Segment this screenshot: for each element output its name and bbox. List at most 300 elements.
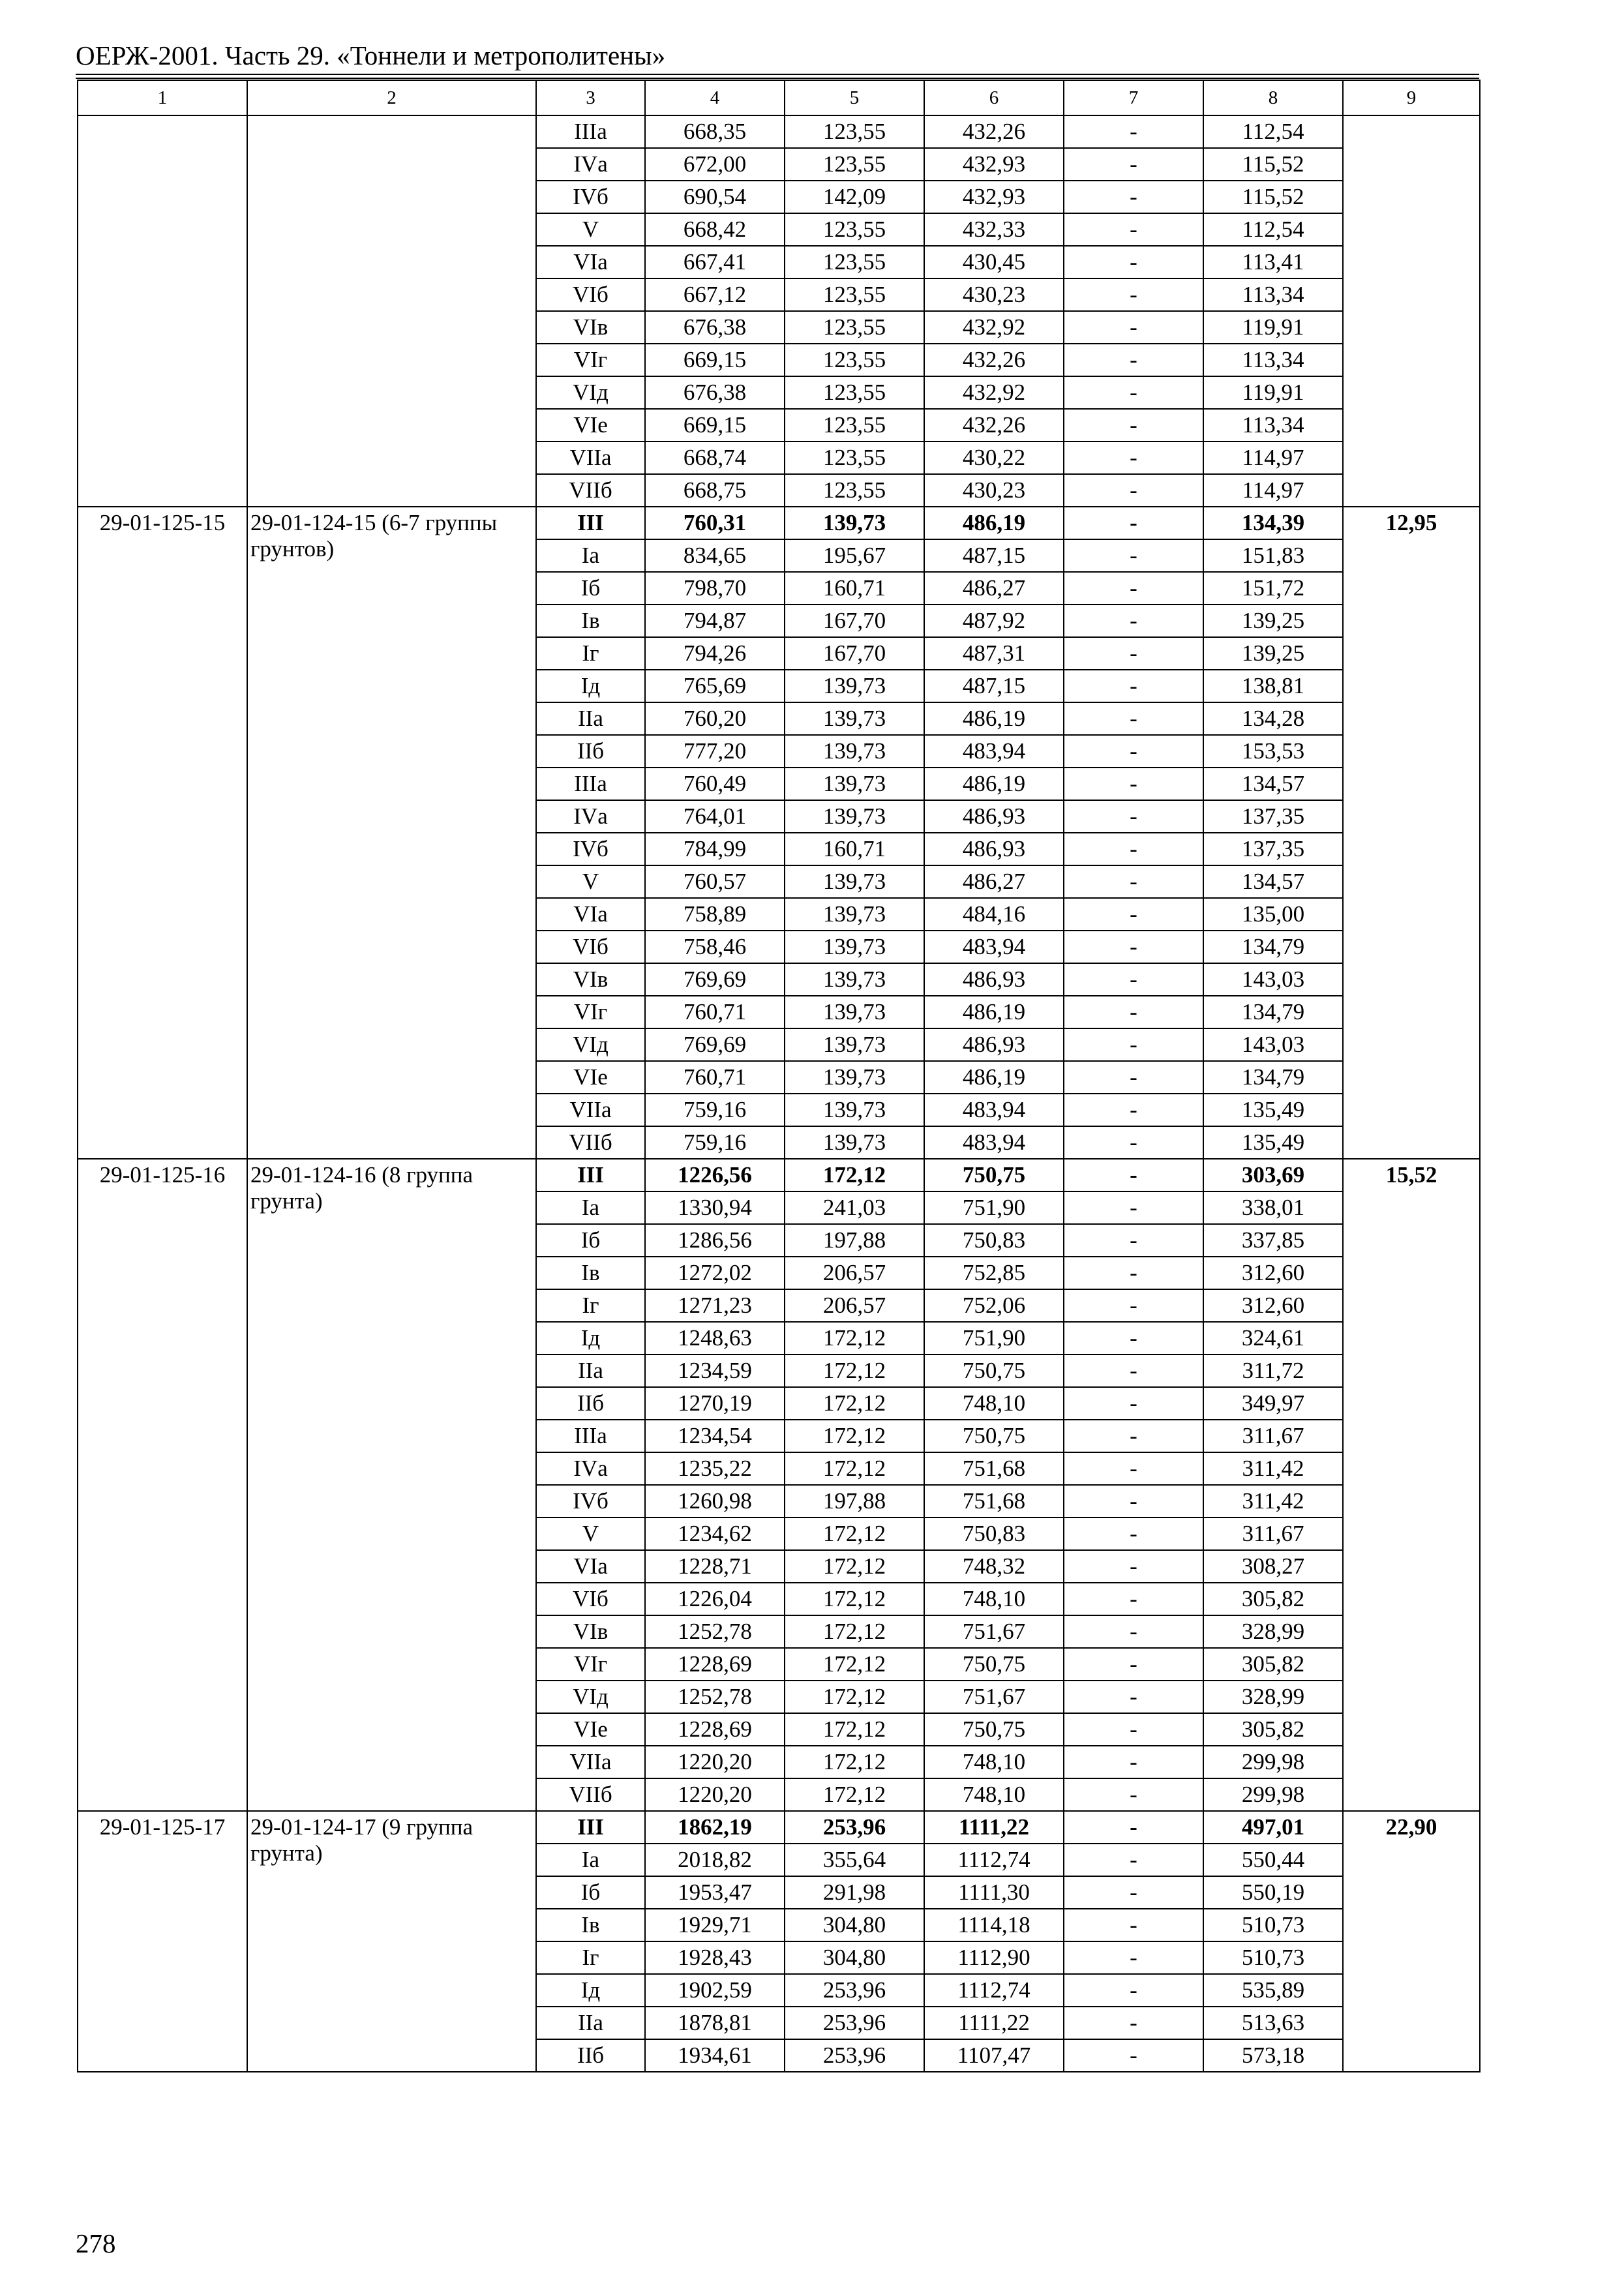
value-cell: - [1064,1909,1203,1941]
zone-cell: IVа [536,1452,645,1485]
value-cell: 139,73 [785,963,924,996]
value-cell: - [1064,1518,1203,1550]
value-cell: 1228,71 [645,1550,785,1583]
value-cell: 113,34 [1203,278,1343,311]
value-cell: 338,01 [1203,1191,1343,1224]
value-cell: - [1064,1746,1203,1778]
value-cell: 172,12 [785,1746,924,1778]
value-cell: 2018,82 [645,1844,785,1876]
value-cell: 142,09 [785,181,924,213]
value-cell: 115,52 [1203,181,1343,213]
value-cell: 668,74 [645,441,785,474]
value-cell: - [1064,246,1203,278]
value-cell: 1272,02 [645,1257,785,1289]
zone-cell: IIа [536,702,645,735]
value-cell: - [1064,1420,1203,1452]
value-cell: 794,87 [645,605,785,637]
zone-cell: VIв [536,311,645,344]
value-cell: 672,00 [645,148,785,181]
value-cell: 1114,18 [924,1909,1064,1941]
zone-cell: VIа [536,1550,645,1583]
value-cell: 750,75 [924,1713,1064,1746]
value-cell: 1928,43 [645,1941,785,1974]
value-cell: 1248,63 [645,1322,785,1354]
zone-cell: VIб [536,931,645,963]
value-cell: 676,38 [645,311,785,344]
value-cell: - [1064,1322,1203,1354]
value-cell: 151,83 [1203,539,1343,572]
value-cell: 134,79 [1203,1061,1343,1094]
value-cell: 1226,04 [645,1583,785,1615]
value-cell: - [1064,344,1203,376]
value-cell: 172,12 [785,1615,924,1648]
zone-cell: VIг [536,1648,645,1681]
value-cell: 1260,98 [645,1485,785,1518]
value-cell: 139,73 [785,898,924,931]
zone-cell: VIIб [536,1778,645,1811]
zone-cell: Iд [536,1322,645,1354]
value-cell: - [1064,409,1203,441]
value-cell: 751,90 [924,1191,1064,1224]
value-cell: 119,91 [1203,376,1343,409]
zone-cell: VIIа [536,441,645,474]
zone-cell: VIIа [536,1094,645,1126]
value-cell: - [1064,1387,1203,1420]
value-cell: 115,52 [1203,148,1343,181]
value-cell: 112,54 [1203,213,1343,246]
value-cell: 1271,23 [645,1289,785,1322]
value-cell: - [1064,474,1203,507]
value-cell: 123,55 [785,246,924,278]
column-number-row [78,80,1480,115]
value-cell: - [1064,213,1203,246]
value-cell: 794,26 [645,637,785,670]
zone-cell: IIб [536,735,645,768]
value-cell: 760,57 [645,865,785,898]
value-cell: - [1064,572,1203,605]
zone-cell: Iа [536,1191,645,1224]
value-cell: 123,55 [785,311,924,344]
value-cell: 312,60 [1203,1289,1343,1322]
zone-cell: Iг [536,637,645,670]
value-cell: 311,67 [1203,1420,1343,1452]
column-number: 1 [78,80,247,115]
value-cell: 139,73 [785,670,924,702]
value-cell: - [1064,1811,1203,1844]
value-cell: - [1064,1126,1203,1159]
value-cell: 134,79 [1203,996,1343,1028]
zone-cell: IIа [536,1354,645,1387]
value-cell: 134,79 [1203,931,1343,963]
value-cell: 123,55 [785,474,924,507]
value-cell: 535,89 [1203,1974,1343,2007]
value-cell: - [1064,1191,1203,1224]
zone-cell: IIб [536,2039,645,2072]
value-cell: 123,55 [785,278,924,311]
value-cell: 432,92 [924,376,1064,409]
value-cell: - [1064,1615,1203,1648]
value-cell: 750,75 [924,1354,1064,1387]
value-cell: 486,27 [924,572,1064,605]
value-cell: - [1064,278,1203,311]
zone-cell: Iб [536,1224,645,1257]
value-cell: 432,26 [924,344,1064,376]
value-cell: 143,03 [1203,1028,1343,1061]
value-cell: 304,80 [785,1909,924,1941]
value-cell: - [1064,181,1203,213]
value-cell: 676,38 [645,376,785,409]
value-cell: 750,75 [924,1159,1064,1191]
column-number: 6 [924,80,1064,115]
value-cell: - [1064,1094,1203,1126]
value-cell: 668,35 [645,115,785,148]
value-cell: 123,55 [785,441,924,474]
value-cell: - [1064,996,1203,1028]
value-cell: 758,46 [645,931,785,963]
value-cell: - [1064,1648,1203,1681]
table-row [78,115,1480,148]
zone-cell: IVа [536,800,645,833]
zone-cell: VIIб [536,474,645,507]
value-cell: 759,16 [645,1094,785,1126]
value-cell: 751,67 [924,1615,1064,1648]
value-cell: - [1064,1159,1203,1191]
rate-name-cell [247,115,536,507]
table-row [78,507,1480,539]
value-cell: 139,73 [785,768,924,800]
value-cell: - [1064,931,1203,963]
value-cell: 486,19 [924,702,1064,735]
value-cell: 337,85 [1203,1224,1343,1257]
value-cell: 748,10 [924,1583,1064,1615]
column-number: 5 [785,80,924,115]
value-cell: 197,88 [785,1224,924,1257]
value-cell: - [1064,1876,1203,1909]
value-cell: 311,67 [1203,1518,1343,1550]
zone-cell: VIг [536,996,645,1028]
value-cell: 669,15 [645,344,785,376]
value-cell: 304,80 [785,1941,924,1974]
value-cell: 143,03 [1203,963,1343,996]
value-cell: 510,73 [1203,1909,1343,1941]
value-cell: - [1064,311,1203,344]
value-cell: - [1064,833,1203,865]
value-cell: - [1064,1485,1203,1518]
zone-cell: VIб [536,1583,645,1615]
value-cell: 497,01 [1203,1811,1343,1844]
labor-total-cell: 12,95 [1343,507,1480,1159]
value-cell: - [1064,1941,1203,1974]
value-cell: 1220,20 [645,1778,785,1811]
value-cell: 487,15 [924,539,1064,572]
value-cell: - [1064,800,1203,833]
value-cell: 139,73 [785,1061,924,1094]
value-cell: 432,93 [924,148,1064,181]
value-cell: 758,89 [645,898,785,931]
value-cell: 669,15 [645,409,785,441]
rate-code-cell [78,115,247,507]
zone-cell: Iв [536,1909,645,1941]
value-cell: 113,34 [1203,409,1343,441]
zone-cell: IIIа [536,115,645,148]
zone-cell: Iб [536,572,645,605]
zone-cell: V [536,865,645,898]
value-cell: 206,57 [785,1289,924,1322]
value-cell: 667,41 [645,246,785,278]
value-cell: - [1064,2007,1203,2039]
value-cell: 487,31 [924,637,1064,670]
value-cell: 486,93 [924,1028,1064,1061]
value-cell: 137,35 [1203,833,1343,865]
value-cell: 134,57 [1203,768,1343,800]
value-cell: 759,16 [645,1126,785,1159]
value-cell: 123,55 [785,344,924,376]
rate-name-cell: 29-01-124-16 (8 группа грунта) [247,1159,536,1811]
value-cell: 432,33 [924,213,1064,246]
value-cell: 138,81 [1203,670,1343,702]
value-cell: 760,71 [645,996,785,1028]
zone-cell: V [536,1518,645,1550]
value-cell: - [1064,1354,1203,1387]
value-cell: 113,34 [1203,344,1343,376]
zone-cell: VIд [536,376,645,409]
zone-cell: Iд [536,1974,645,2007]
zone-cell: VIд [536,1028,645,1061]
value-cell: 305,82 [1203,1713,1343,1746]
zone-cell: Iв [536,1257,645,1289]
value-cell: 160,71 [785,572,924,605]
value-cell: - [1064,1224,1203,1257]
value-cell: 430,45 [924,246,1064,278]
header-rule-bottom [76,78,1479,79]
value-cell: 1934,61 [645,2039,785,2072]
value-cell: 135,49 [1203,1126,1343,1159]
value-cell: 172,12 [785,1387,924,1420]
value-cell: 760,71 [645,1061,785,1094]
value-cell: 483,94 [924,735,1064,768]
column-number: 4 [645,80,785,115]
value-cell: 751,68 [924,1452,1064,1485]
value-cell: 167,70 [785,637,924,670]
value-cell: 195,67 [785,539,924,572]
value-cell: 430,23 [924,278,1064,311]
value-cell: 328,99 [1203,1615,1343,1648]
page-number: 278 [76,2228,116,2258]
value-cell: 291,98 [785,1876,924,1909]
zone-cell: VIв [536,1615,645,1648]
value-cell: 112,54 [1203,115,1343,148]
zone-cell: VIд [536,1681,645,1713]
value-cell: - [1064,539,1203,572]
column-number: 3 [536,80,645,115]
value-cell: 123,55 [785,376,924,409]
value-cell: 769,69 [645,963,785,996]
value-cell: 311,72 [1203,1354,1343,1387]
value-cell: 486,93 [924,833,1064,865]
column-number: 7 [1064,80,1203,115]
value-cell: 430,23 [924,474,1064,507]
header-rule-top [76,74,1479,75]
value-cell: 308,27 [1203,1550,1343,1583]
value-cell: 172,12 [785,1583,924,1615]
table-row [78,1811,1480,1844]
rate-name-cell: 29-01-124-15 (6-7 группы грунтов) [247,507,536,1159]
value-cell: 483,94 [924,931,1064,963]
value-cell: 139,73 [785,865,924,898]
value-cell: - [1064,605,1203,637]
value-cell: 765,69 [645,670,785,702]
column-number: 2 [247,80,536,115]
zone-cell: III [536,1159,645,1191]
value-cell: - [1064,702,1203,735]
value-cell: - [1064,865,1203,898]
value-cell: 305,82 [1203,1583,1343,1615]
value-cell: - [1064,148,1203,181]
zone-cell: IVб [536,181,645,213]
value-cell: 483,94 [924,1094,1064,1126]
rate-code-cell: 29-01-125-15 [78,507,247,1159]
value-cell: 486,27 [924,865,1064,898]
value-cell: - [1064,507,1203,539]
value-cell: - [1064,637,1203,670]
value-cell: 153,53 [1203,735,1343,768]
value-cell: 123,55 [785,115,924,148]
value-cell: 1862,19 [645,1811,785,1844]
value-cell: 172,12 [785,1550,924,1583]
value-cell: 1111,22 [924,1811,1064,1844]
value-cell: 1228,69 [645,1713,785,1746]
value-cell: 299,98 [1203,1746,1343,1778]
value-cell: 1235,22 [645,1452,785,1485]
value-cell: 751,68 [924,1485,1064,1518]
page-header-title: ОЕРЖ-2001. Часть 29. «Тоннели и метрополитены» [76,40,666,70]
value-cell: 1252,78 [645,1681,785,1713]
value-cell: 484,16 [924,898,1064,931]
value-cell: 487,92 [924,605,1064,637]
value-cell: 172,12 [785,1322,924,1354]
value-cell: 486,93 [924,800,1064,833]
value-cell: 139,25 [1203,637,1343,670]
zone-cell: VIIа [536,1746,645,1778]
value-cell: 139,73 [785,1028,924,1061]
value-cell: 751,67 [924,1681,1064,1713]
value-cell: - [1064,670,1203,702]
value-cell: 1111,22 [924,2007,1064,2039]
value-cell: 1107,47 [924,2039,1064,2072]
value-cell: 748,10 [924,1746,1064,1778]
value-cell: 241,03 [785,1191,924,1224]
value-cell: 486,19 [924,996,1064,1028]
value-cell: 667,12 [645,278,785,311]
value-cell: - [1064,768,1203,800]
value-cell: 324,61 [1203,1322,1343,1354]
value-cell: 135,49 [1203,1094,1343,1126]
value-cell: 137,35 [1203,800,1343,833]
value-cell: 752,06 [924,1289,1064,1322]
value-cell: 1953,47 [645,1876,785,1909]
value-cell: 253,96 [785,1974,924,2007]
value-cell: 134,39 [1203,507,1343,539]
value-cell: 253,96 [785,1811,924,1844]
value-cell: 486,93 [924,963,1064,996]
value-cell: 487,15 [924,670,1064,702]
value-cell: 206,57 [785,1257,924,1289]
zone-cell: III [536,1811,645,1844]
value-cell: 123,55 [785,213,924,246]
value-cell: - [1064,1550,1203,1583]
value-cell: 1234,59 [645,1354,785,1387]
value-cell: 1286,56 [645,1224,785,1257]
value-cell: 1330,94 [645,1191,785,1224]
value-cell: 550,44 [1203,1844,1343,1876]
value-cell: 748,10 [924,1387,1064,1420]
value-cell: 123,55 [785,148,924,181]
value-cell: 748,32 [924,1550,1064,1583]
rate-code-cell: 29-01-125-16 [78,1159,247,1811]
value-cell: 751,90 [924,1322,1064,1354]
value-cell: 1878,81 [645,2007,785,2039]
labor-total-cell [1343,115,1480,507]
labor-total-cell: 15,52 [1343,1159,1480,1811]
zone-cell: Iв [536,605,645,637]
labor-total-cell: 22,90 [1343,1811,1480,2072]
value-cell: - [1064,898,1203,931]
table-row [78,1159,1480,1191]
value-cell: - [1064,1844,1203,1876]
value-cell: 750,83 [924,1518,1064,1550]
value-cell: 151,72 [1203,572,1343,605]
value-cell: 513,63 [1203,2007,1343,2039]
value-cell: 114,97 [1203,474,1343,507]
value-cell: 139,73 [785,996,924,1028]
value-cell: 1112,74 [924,1974,1064,2007]
value-cell: - [1064,441,1203,474]
value-cell: 305,82 [1203,1648,1343,1681]
value-cell: 114,97 [1203,441,1343,474]
value-cell: - [1064,1681,1203,1713]
zone-cell: IIIа [536,768,645,800]
value-cell: 172,12 [785,1420,924,1452]
value-cell: - [1064,1257,1203,1289]
value-cell: 748,10 [924,1778,1064,1811]
value-cell: - [1064,1583,1203,1615]
zone-cell: IIб [536,1387,645,1420]
value-cell: 1270,19 [645,1387,785,1420]
value-cell: 328,99 [1203,1681,1343,1713]
value-cell: 303,69 [1203,1159,1343,1191]
value-cell: 1112,74 [924,1844,1064,1876]
rate-code-cell: 29-01-125-17 [78,1811,247,2072]
value-cell: 430,22 [924,441,1064,474]
value-cell: 253,96 [785,2039,924,2072]
value-cell: - [1064,2039,1203,2072]
value-cell: 123,55 [785,409,924,441]
value-cell: 135,00 [1203,898,1343,931]
zone-cell: VIг [536,344,645,376]
value-cell: 432,26 [924,409,1064,441]
value-cell: - [1064,1061,1203,1094]
value-cell: 668,42 [645,213,785,246]
value-cell: 139,73 [785,931,924,963]
value-cell: - [1064,115,1203,148]
value-cell: 760,20 [645,702,785,735]
value-cell: 777,20 [645,735,785,768]
value-cell: 311,42 [1203,1485,1343,1518]
value-cell: - [1064,376,1203,409]
value-cell: 573,18 [1203,2039,1343,2072]
zone-cell: IVб [536,833,645,865]
value-cell: 486,19 [924,768,1064,800]
